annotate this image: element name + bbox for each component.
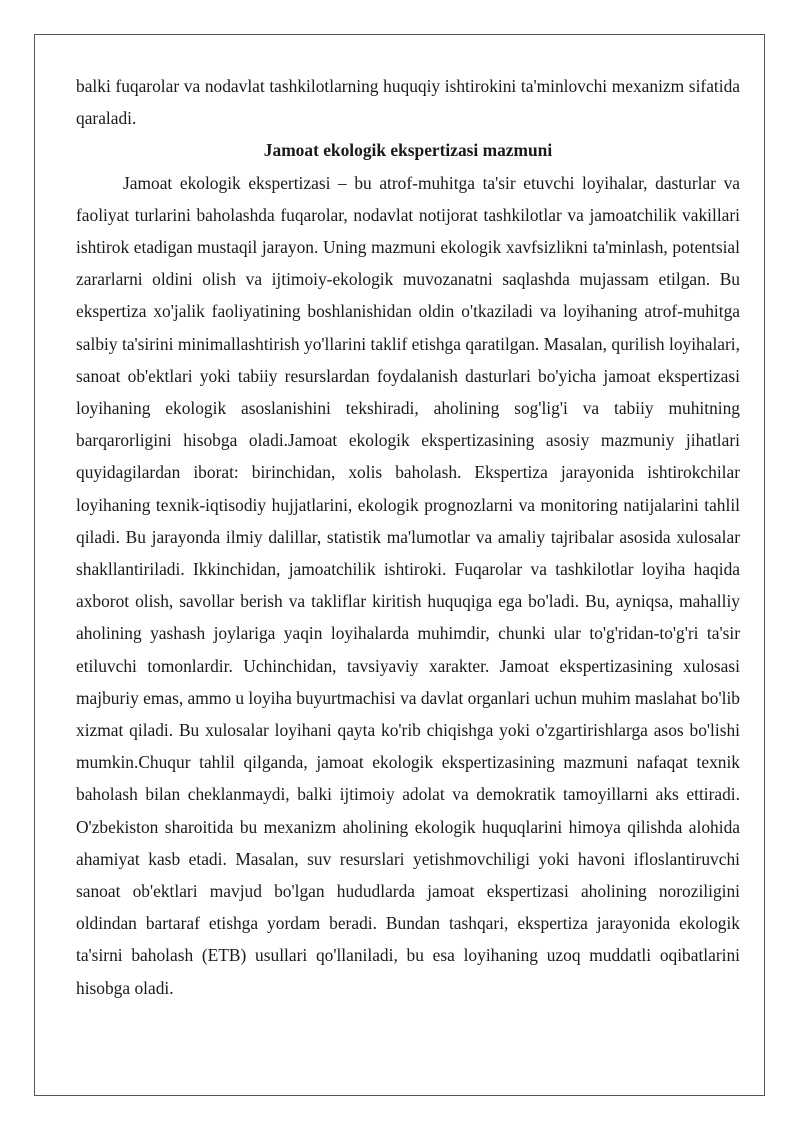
lead-paragraph: balki fuqarolar va nodavlat tashkilotlarning huquqiy ishtirokini ta'minlovchi mexanizm sifatida qaraladi. [76,76,740,129]
body-paragraph: Jamoat ekologik ekspertizasi – bu atrof-muhitga ta'sir etuvchi loyihalar, dasturlar va faoliyat turlarini baholashda fuqarolar, nodavlat notijorat tashkilotlar va jamoatchilik vakillari ishtirok etadigan mustaqil jarayon. Uning mazmuni ekologik xavfsizlikni ta'minlash, potentsial zararlarni oldini olish va ijtimoiy-ekologik muvozanatni saqlashda mujassam etilgan. Bu ekspertiza xo'jalik faoliyatining boshlanishidan oldin o'tkaziladi va loyihaning atrof-muhitga salbiy ta'sirini minimallashtirish yo'llarini taklif etishga qaratilgan. Masalan, qurilish loyihalari, sanoat ob'ektlari yoki tabiiy resurslardan foydalanish dasturlari bo'yicha jamoat ekspertizasi loyihaning ekologik asoslanishini tekshiradi, aholining sog'lig'i va tabiiy muhitning barqarorligini hisobga oladi.Jamoat ekologik ekspertizasining asosiy mazmuniy jihatlari quyidagilardan iborat: birinchidan, xolis baholash. Ekspertiza jarayonida ishtirokchilar loyihaning texnik-iqtisodiy hujjatlarini, ekologik prognozlarni va monitoring natijalarini tahlil qiladi. Bu jarayonda ilmiy dalillar, statistik ma'lumotlar va amaliy tajribalar asosida xulosalar shakllantiriladi. Ikkinchidan, jamoatchilik ishtiroki. Fuqarolar va tashkilotlar loyiha haqida axborot olish, savollar berish va takliflar kiritish huquqiga ega bo'ladi. Bu, ayniqsa, mahalliy aholining yashash joylariga yaqin loyihalarda muhimdir, chunki ular to'g'ridan-to'g'ri ta'sir etiluvchi tomonlardir. Uchinchidan, tavsiyaviy xarakter. Jamoat ekspertizasining xulosasi majburiy emas, ammo u loyiha buyurtmachisi va davlat organlari uchun muhim maslahat bo'lib xizmat qiladi. Bu xulosalar loyihani qayta ko'rib chiqishga yoki o'zgartirishlarga asos bo'lishi mumkin.Chuqur tahlil qilganda, jamoat ekologik ekspertizasining mazmuni nafaqat texnik baholash bilan cheklanmaydi, balki ijtimoiy adolat va demokratik tamoyillarni aks ettiradi. O'zbekiston sharoitida bu mexanizm aholining ekologik huquqlarini himoya qilishda alohida ahamiyat kasb etadi. Masalan, suv resurslari yetishmovchiligi yoki havoni ifloslantiruvchi sanoat ob'ektlari mavjud bo'lgan hududlarda jamoat ekspertizasi aholining noroziligini oldindan bartaraf etishga yordam beradi. Bundan tashqari, ekspertiza jarayonida ekologik ta'sirni baholash (ETB) usullari qo'llaniladi, bu esa loyihaning uzoq muddatli oqibatlarini hisobga oladi. [76,172,740,998]
section-heading: Jamoat ekologik ekspertizasi mazmuni [263,140,553,161]
document-body [76,70,740,1004]
